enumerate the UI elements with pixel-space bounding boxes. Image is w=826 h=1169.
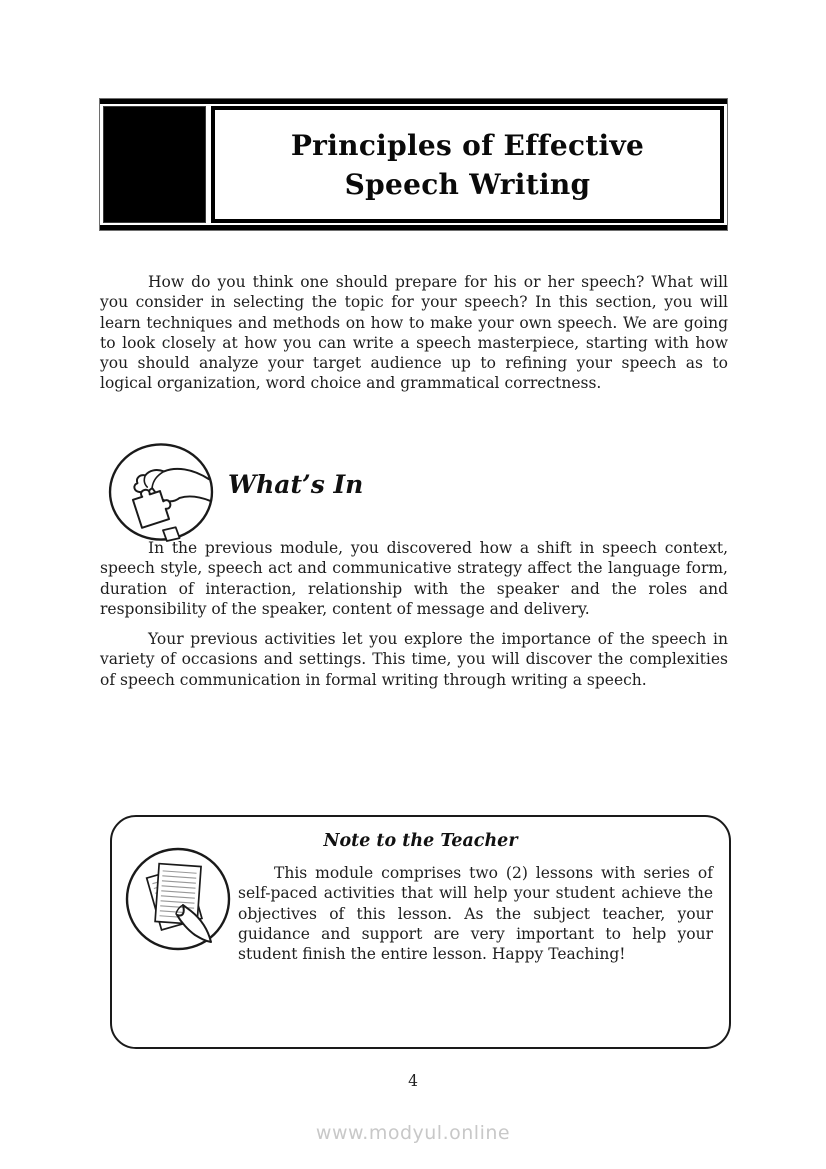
- note-to-teacher-title: Note to the Teacher: [323, 831, 518, 851]
- whats-in-paragraph-1: In the previous module, you discovered how a shift in speech context, speech style, speech act and communicative strategy affect the language form, duration of interaction, relationship with the speaker and the roles and responsibility of the speaker, content of message and delivery.: [100, 539, 728, 618]
- hand-holding-papers-icon: [123, 845, 233, 959]
- intro-text-block: [100, 272, 728, 394]
- lesson-title-banner: [99, 98, 728, 231]
- note-to-teacher-body: This module comprises two (2) lessons with series of self-paced activities that will help your student achieve the objectives of this lesson. As the subject teacher, your guidance and support are very important to help your student finish the entire lesson. Happy Teaching!: [238, 864, 713, 964]
- intro-paragraph: How do you think one should prepare for his or her speech? What will you consider in selecting the topic for your speech? In this section, you will learn techniques and methods on how to make your own speech. We are going to look closely at how you can write a speech masterpiece, starting with how you should analyze your target audience up to refining your speech as to logical organization, word choice and grammatical correctness.: [100, 273, 728, 393]
- banner-row: [100, 104, 727, 225]
- watermark-url: www.modyul.online: [315, 1122, 511, 1144]
- lesson-title-line-2: Speech Writing: [344, 167, 591, 201]
- page-number: 4: [408, 1072, 418, 1090]
- lesson-title-line-1: Principles of Effective: [290, 128, 645, 162]
- lesson-number-black-box: [103, 106, 206, 223]
- lesson-title-box: [211, 106, 724, 223]
- banner-bottom-bar: [100, 225, 727, 230]
- whats-in-text-block: [100, 538, 728, 690]
- whats-in-paragraph-2: Your previous activities let you explore the importance of the speech in variety of occasions and settings. This time, you will discover the complexities of speech communication in formal writing through writing a speech.: [100, 630, 728, 689]
- hand-placing-puzzle-piece-icon: [107, 442, 215, 546]
- note-to-teacher-box: [110, 815, 731, 1049]
- whats-in-heading: What’s In: [228, 470, 364, 499]
